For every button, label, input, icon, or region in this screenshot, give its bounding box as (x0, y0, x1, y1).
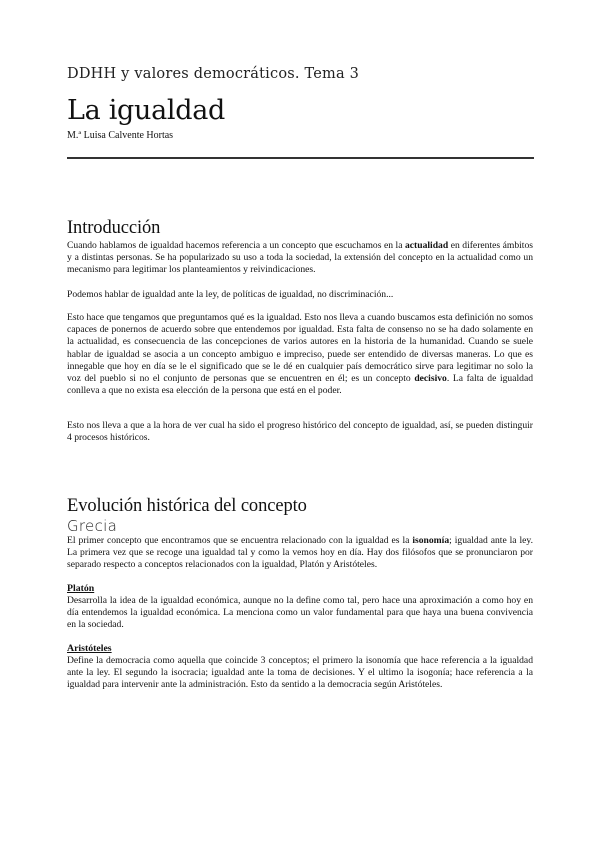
intro-p3-bold: decisivo (414, 373, 447, 385)
intro-p3-text-a: Esto hace que tengamos que preguntamos qué es la igualdad. Esto nos lleva a cuando buscamos esta definición no somos capaces de ponernos de acuerdo sobre que entendemos por igualdad. Esta falta de consenso no se ha dado solamente en la actualidad, es consecuencia de las concepciones de varios autores en la historia de la humanidad. Cuando se suele hablar de igualdad se asocia a un concepto ambiguo e impreciso, puede ser entendido de diversas maneras. Lo que es innegable que hoy en día se le el significado que se le dé en cualquier país democrático sirve para legitimar no solo la voz del pueblo si no el conjunto de personas que se encuentren en él; es un concepto (67, 312, 533, 385)
greece-p1-text-a: El primer concepto que encontramos que se encuentra relacionado con la igualdad es la (67, 535, 413, 546)
intro-heading: Introducción (67, 218, 161, 238)
intro-p3-text-b: . La falta de igualdad conlleva a que no exista esa elección de la persona que está en el poder. (67, 373, 533, 397)
intro-paragraph-4: Esto nos lleva a que a la hora de ver cual ha sido el progreso histórico del concepto de igualdad, así, se pueden distinguir 4 procesos históricos. (67, 420, 533, 444)
greece-p1-bold: isonomía (412, 535, 450, 546)
intro-paragraph-3 (67, 312, 533, 397)
greece-subheading: Grecia (67, 517, 118, 535)
intro-p1-bold: actualidad (405, 240, 449, 251)
plato-paragraph: Desarrolla la idea de la igualdad económica, aunque no la define como tal, pero hace una aproximación a como hoy en día entendemos la igualdad económica. La menciona como un valor fundamental para que haya una buena convivencia en la sociedad. (67, 595, 533, 631)
intro-paragraph-1 (67, 240, 533, 277)
plato-label: Platón (67, 583, 95, 594)
author-name: M.ª Luisa Calvente Hortas (67, 130, 174, 141)
greece-paragraph (67, 535, 533, 572)
intro-p1-text-a: Cuando hablamos de igualdad hacemos referencia a un concepto que escuchamos en la (67, 240, 405, 251)
intro-paragraph-2: Podemos hablar de igualdad ante la ley, de políticas de igualdad, no discriminación... (67, 289, 394, 300)
aristotle-paragraph: Define la democracia como aquella que coincide 3 conceptos; el primero la isonomía que hace referencia a la igualdad ante la ley. El segundo la isocracia; igualdad ante la toma de decisiones. Y el ultimo la isogonía; hace referencia a la igualdad para intervenir ante la administración. Esto da sentido a la democracia según Aristóteles. (67, 655, 533, 691)
greece-p1-text-b: ; igualdad ante la ley. La primera vez que se recoge una igualdad tal y como la vemos hoy en día. Hay dos filósofos que se pronunciaron por separado respecto a conceptos relacionados con la igualdad, Platón y Aristóteles. (67, 535, 533, 571)
course-header: DDHH y valores democráticos. Tema 3 (67, 66, 360, 82)
evolution-heading: Evolución histórica del concepto (67, 496, 307, 516)
intro-p1-text-b: en diferentes ámbitos y a distintas personas. Se ha popularizado su uso a toda la sociedad, la extensión del concepto en la actualidad como un mecanismo para legitimar los planteamientos y reivindicaciones. (67, 240, 533, 276)
title-divider (67, 157, 534, 159)
page-title: La igualdad (67, 95, 226, 126)
aristotle-label: Aristóteles (67, 643, 112, 654)
